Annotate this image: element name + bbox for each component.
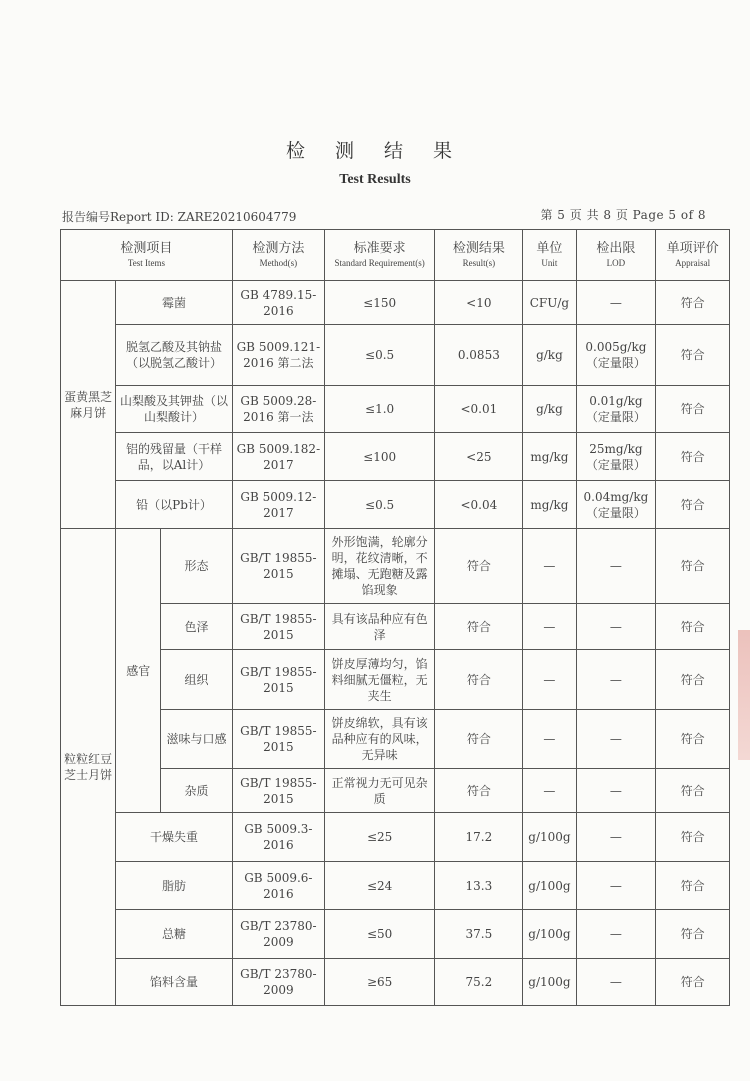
method-cell: GB 5009.6-2016 bbox=[232, 862, 324, 910]
header-result: 检测结果 Result(s) bbox=[435, 230, 523, 281]
table-row bbox=[61, 604, 730, 650]
sample-name: 粒粒红豆芝士月饼 bbox=[61, 529, 116, 1006]
item-cell: 霉菌 bbox=[116, 281, 233, 325]
item-cell: 脱氢乙酸及其钠盐（以脱氢乙酸计） bbox=[116, 325, 233, 386]
unit-cell: — bbox=[523, 529, 576, 604]
page-subtitle: Test Results bbox=[339, 172, 411, 187]
requirement-cell: ≤24 bbox=[324, 862, 434, 910]
unit-cell: g/kg bbox=[523, 386, 576, 433]
table-row bbox=[61, 862, 730, 910]
unit-cell: g/100g bbox=[523, 862, 576, 910]
method-cell: GB 5009.121-2016 第二法 bbox=[232, 325, 324, 386]
table-row bbox=[61, 529, 730, 604]
method-cell: GB/T 19855-2015 bbox=[232, 769, 324, 813]
appraisal-cell: 符合 bbox=[656, 433, 730, 481]
table-row bbox=[61, 386, 730, 433]
lod-cell: — bbox=[576, 604, 656, 650]
table-row bbox=[61, 481, 730, 529]
appraisal-cell: 符合 bbox=[656, 710, 730, 769]
header-item: 检测项目 Test Items bbox=[61, 230, 233, 281]
lod-cell: — bbox=[576, 910, 656, 959]
result-cell: <25 bbox=[435, 433, 523, 481]
table-row bbox=[61, 769, 730, 813]
appraisal-cell: 符合 bbox=[656, 769, 730, 813]
item-cell: 铝的残留量（干样品，以Al计） bbox=[116, 433, 233, 481]
appraisal-cell: 符合 bbox=[656, 959, 730, 1006]
result-cell: <0.01 bbox=[435, 386, 523, 433]
requirement-cell: ≤1.0 bbox=[324, 386, 434, 433]
requirement-cell: 外形饱满，轮廓分明，花纹清晰，不摊塌、无跑糖及露馅现象 bbox=[324, 529, 434, 604]
item-cell: 山梨酸及其钾盐（以山梨酸计） bbox=[116, 386, 233, 433]
item-cell: 滋味与口感 bbox=[161, 710, 233, 769]
appraisal-cell: 符合 bbox=[656, 604, 730, 650]
report-id: 报告编号Report ID: ZARE20210604779 bbox=[62, 210, 297, 224]
method-cell: GB/T 19855-2015 bbox=[232, 650, 324, 710]
method-cell: GB/T 23780-2009 bbox=[232, 910, 324, 959]
unit-cell: g/100g bbox=[523, 813, 576, 862]
table-row bbox=[61, 433, 730, 481]
table-row bbox=[61, 910, 730, 959]
lod-cell: — bbox=[576, 959, 656, 1006]
lod-cell: — bbox=[576, 529, 656, 604]
unit-cell: — bbox=[523, 710, 576, 769]
method-cell: GB 5009.3-2016 bbox=[232, 813, 324, 862]
requirement-cell: ≥65 bbox=[324, 959, 434, 1006]
item-cell: 形态 bbox=[161, 529, 233, 604]
method-cell: GB/T 19855-2015 bbox=[232, 529, 324, 604]
results-table bbox=[60, 229, 730, 1006]
method-cell: GB 4789.15-2016 bbox=[232, 281, 324, 325]
method-cell: GB/T 19855-2015 bbox=[232, 604, 324, 650]
table-row bbox=[61, 281, 730, 325]
requirement-cell: ≤50 bbox=[324, 910, 434, 959]
result-cell: 符合 bbox=[435, 710, 523, 769]
appraisal-cell: 符合 bbox=[656, 910, 730, 959]
unit-cell: g/100g bbox=[523, 910, 576, 959]
result-cell: 符合 bbox=[435, 650, 523, 710]
appraisal-cell: 符合 bbox=[656, 281, 730, 325]
lod-cell: 25mg/kg（定量限） bbox=[576, 433, 656, 481]
item-cell: 杂质 bbox=[161, 769, 233, 813]
unit-cell: mg/kg bbox=[523, 481, 576, 529]
requirement-cell: 正常视力无可见杂质 bbox=[324, 769, 434, 813]
table-row bbox=[61, 710, 730, 769]
appraisal-cell: 符合 bbox=[656, 650, 730, 710]
appraisal-cell: 符合 bbox=[656, 813, 730, 862]
lod-cell: — bbox=[576, 862, 656, 910]
result-cell: <10 bbox=[435, 281, 523, 325]
lod-cell: — bbox=[576, 281, 656, 325]
table-row bbox=[61, 325, 730, 386]
table-row bbox=[61, 813, 730, 862]
result-cell: 符合 bbox=[435, 769, 523, 813]
lod-cell: 0.005g/kg（定量限） bbox=[576, 325, 656, 386]
lod-cell: — bbox=[576, 769, 656, 813]
header-row bbox=[61, 230, 730, 281]
result-cell: <0.04 bbox=[435, 481, 523, 529]
lod-cell: — bbox=[576, 813, 656, 862]
requirement-cell: ≤150 bbox=[324, 281, 434, 325]
requirement-cell: 具有该品种应有色泽 bbox=[324, 604, 434, 650]
item-cell: 色泽 bbox=[161, 604, 233, 650]
result-cell: 17.2 bbox=[435, 813, 523, 862]
sample-name: 蛋黄黑芝麻月饼 bbox=[61, 281, 116, 529]
page-title: 检 测 结 果 bbox=[285, 140, 465, 162]
table-row bbox=[61, 650, 730, 710]
header-standard: 标准要求 Standard Requirement(s) bbox=[324, 230, 434, 281]
appraisal-cell: 符合 bbox=[656, 529, 730, 604]
requirement-cell: 饼皮绵软，具有该品种应有的风味，无异味 bbox=[324, 710, 434, 769]
appraisal-cell: 符合 bbox=[656, 325, 730, 386]
appraisal-cell: 符合 bbox=[656, 481, 730, 529]
lod-cell: — bbox=[576, 710, 656, 769]
page-info: 第 5 页 共 8 页 Page 5 of 8 bbox=[540, 208, 706, 222]
seal-stamp-fragment bbox=[738, 630, 750, 760]
method-cell: GB/T 19855-2015 bbox=[232, 710, 324, 769]
method-cell: GB/T 23780-2009 bbox=[232, 959, 324, 1006]
appraisal-cell: 符合 bbox=[656, 386, 730, 433]
requirement-cell: ≤100 bbox=[324, 433, 434, 481]
unit-cell: g/kg bbox=[523, 325, 576, 386]
unit-cell: g/100g bbox=[523, 959, 576, 1006]
item-cell: 馅料含量 bbox=[116, 959, 233, 1006]
requirement-cell: ≤0.5 bbox=[324, 325, 434, 386]
header-unit: 单位 Unit bbox=[523, 230, 576, 281]
item-cell: 组织 bbox=[161, 650, 233, 710]
method-cell: GB 5009.182-2017 bbox=[232, 433, 324, 481]
item-cell: 干燥失重 bbox=[116, 813, 233, 862]
item-cell: 脂肪 bbox=[116, 862, 233, 910]
requirement-cell: 饼皮厚薄均匀，馅料细腻无僵粒，无夹生 bbox=[324, 650, 434, 710]
result-cell: 0.0853 bbox=[435, 325, 523, 386]
unit-cell: — bbox=[523, 604, 576, 650]
sensory-label: 感官 bbox=[116, 529, 161, 813]
result-cell: 符合 bbox=[435, 529, 523, 604]
result-cell: 75.2 bbox=[435, 959, 523, 1006]
header-lod: 检出限 LOD bbox=[576, 230, 656, 281]
item-cell: 总糖 bbox=[116, 910, 233, 959]
table-row bbox=[61, 959, 730, 1006]
unit-cell: — bbox=[523, 769, 576, 813]
method-cell: GB 5009.28-2016 第一法 bbox=[232, 386, 324, 433]
result-cell: 37.5 bbox=[435, 910, 523, 959]
requirement-cell: ≤0.5 bbox=[324, 481, 434, 529]
lod-cell: 0.04mg/kg（定量限） bbox=[576, 481, 656, 529]
item-cell: 铅（以Pb计） bbox=[116, 481, 233, 529]
header-appraisal: 单项评价 Appraisal bbox=[656, 230, 730, 281]
result-cell: 13.3 bbox=[435, 862, 523, 910]
requirement-cell: ≤25 bbox=[324, 813, 434, 862]
header-method: 检测方法 Method(s) bbox=[232, 230, 324, 281]
unit-cell: CFU/g bbox=[523, 281, 576, 325]
result-cell: 符合 bbox=[435, 604, 523, 650]
lod-cell: — bbox=[576, 650, 656, 710]
unit-cell: mg/kg bbox=[523, 433, 576, 481]
unit-cell: — bbox=[523, 650, 576, 710]
lod-cell: 0.01g/kg（定量限） bbox=[576, 386, 656, 433]
appraisal-cell: 符合 bbox=[656, 862, 730, 910]
method-cell: GB 5009.12-2017 bbox=[232, 481, 324, 529]
